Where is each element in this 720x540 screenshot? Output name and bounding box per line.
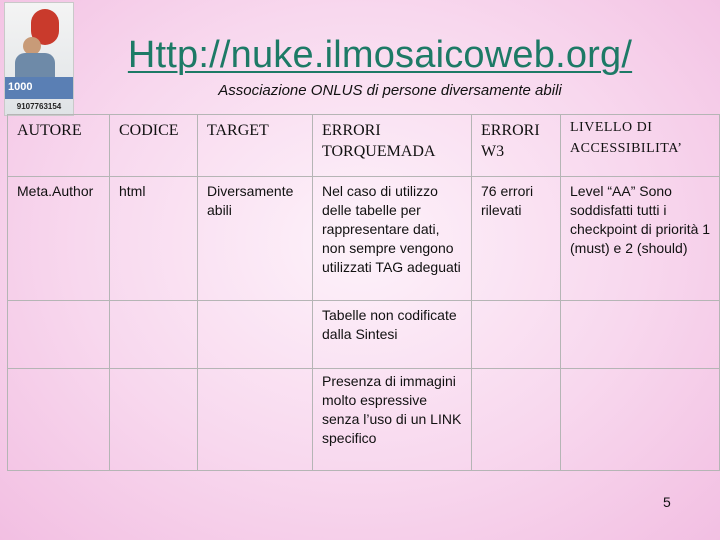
- header-cell: ERRORI TORQUEMADA: [313, 115, 472, 177]
- table-cell: [561, 369, 720, 471]
- table-cell: Meta.Author: [8, 177, 110, 301]
- page-subtitle: Associazione ONLUS di persone diversamente abili: [218, 82, 562, 99]
- header-cell: AUTORE: [8, 115, 110, 177]
- page-number: 5: [663, 494, 671, 510]
- table-cell: [8, 301, 110, 369]
- table-cell: [110, 369, 198, 471]
- table-cell: [198, 369, 313, 471]
- table-row: [8, 369, 720, 471]
- site-logo: [4, 2, 74, 116]
- table-cell: Diversamente abili: [198, 177, 313, 301]
- table-cell: [472, 369, 561, 471]
- table-cell: 76 errori rilevati: [472, 177, 561, 301]
- table-cell: Level “AA” Sono soddisfatti tutti i checkpoint di priorità 1 (must) e 2 (should): [561, 177, 720, 301]
- accessibility-table: [7, 114, 720, 471]
- table-row: [8, 301, 720, 369]
- header-cell: TARGET: [198, 115, 313, 177]
- header-cell: LIVELLO DI ACCESSIBILITA’: [561, 115, 720, 177]
- table-cell: html: [110, 177, 198, 301]
- logo-code: 9107763154: [16, 102, 62, 111]
- table-header-row: [8, 115, 720, 177]
- table-cell: Tabelle non codificate dalla Sintesi: [313, 301, 472, 369]
- table-cell: [561, 301, 720, 369]
- header-cell: CODICE: [110, 115, 198, 177]
- logo-band-text: 1000: [8, 81, 33, 93]
- header-cell: ERRORI W3: [472, 115, 561, 177]
- table-cell: Presenza di immagini molto espressive senza l’uso di un LINK specifico: [313, 369, 472, 471]
- page-title-link[interactable]: Http://nuke.ilmosaicoweb.org/: [127, 34, 633, 76]
- table-cell: [8, 369, 110, 471]
- table-row: [8, 177, 720, 301]
- table-cell: [110, 301, 198, 369]
- table-cell: Nel caso di utilizzo delle tabelle per rappresentare dati, non sempre vengono utilizzati TAG adeguati: [313, 177, 472, 301]
- table-cell: [198, 301, 313, 369]
- table-cell: [472, 301, 561, 369]
